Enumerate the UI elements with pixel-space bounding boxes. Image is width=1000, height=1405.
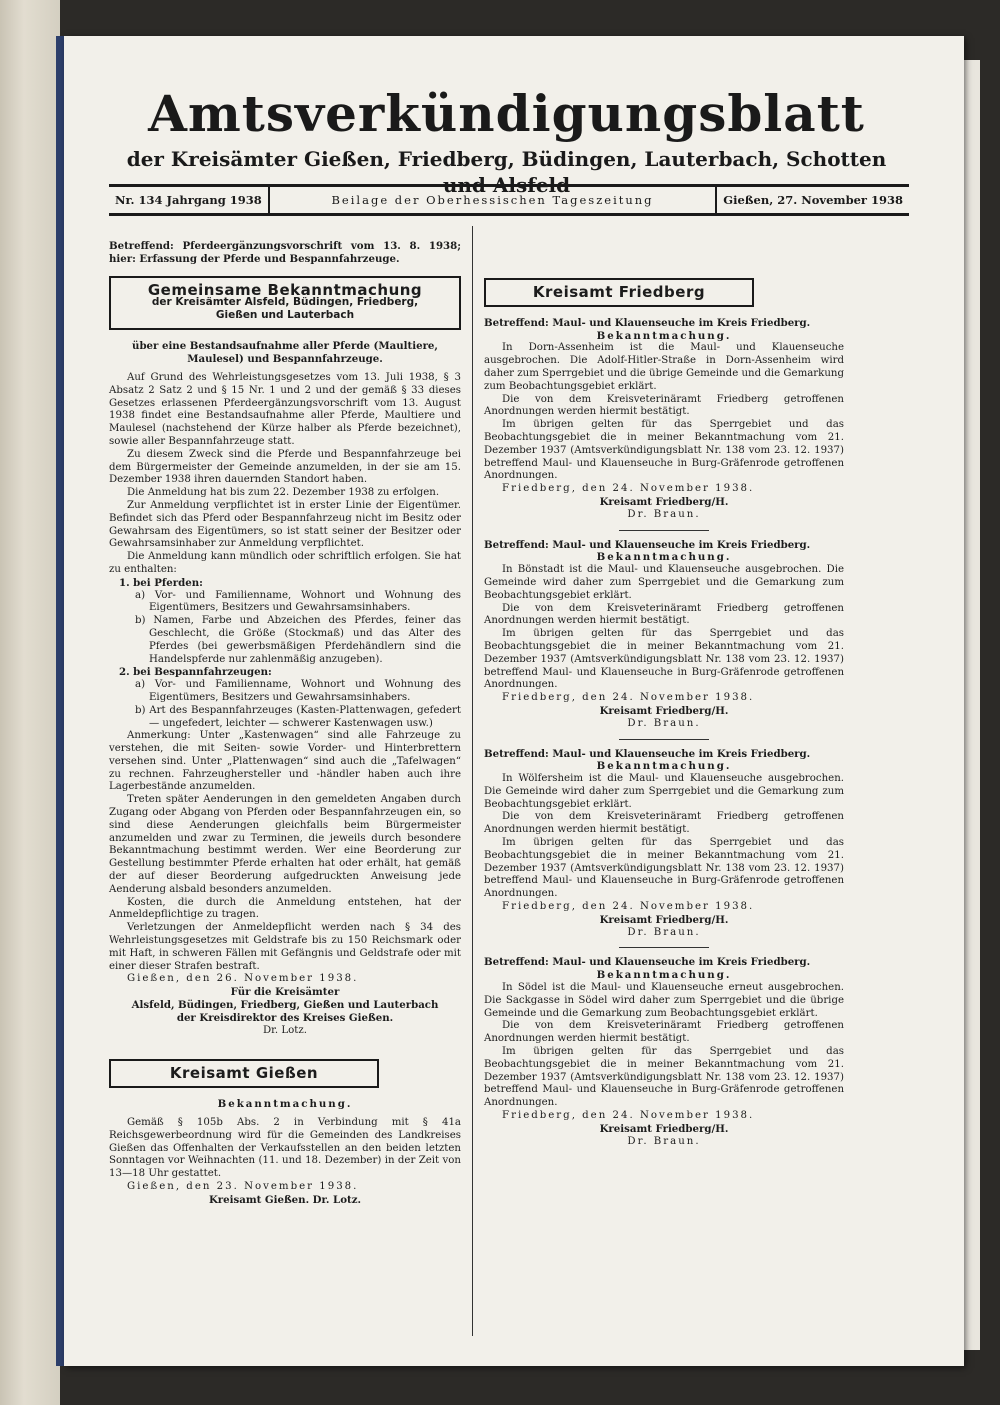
book-binding: [0, 0, 60, 1405]
paragraph: Die von dem Kreisveterinäramt Friedberg getroffenen Anordnungen werden hiermit bestätigt.: [484, 393, 844, 418]
paragraph: In Dorn-Assenheim ist die Maul- und Klauenseuche ausgebrochen. Die Adolf-Hitler-Straße in Dorn-Assenheim wird daher zum Sperrgebiet und die übrige Gemeinde und die Gemarkung zum Beobachtungsgebiet erklärt.: [484, 342, 844, 392]
paragraph: Die Anmeldung hat bis zum 22. Dezember 1938 zu erfolgen.: [127, 487, 440, 499]
notice-heading: Bekanntmachung.: [596, 969, 732, 982]
paragraph: In Bönstadt ist die Maul- und Klauenseuche ausgebrochen. Die Gemeinde wird daher zum Sperrgebiet und die Gemarkung zum Beobachtungsgebiet erklärt.: [484, 564, 844, 601]
notice: [484, 748, 844, 949]
notice-heading: Bekanntmachung.: [596, 329, 732, 342]
signature-name: Dr. Braun.: [627, 717, 701, 729]
paragraph: Gemäß § 105b Abs. 2 in Verbindung mit § 41a Reichsgewerbeordnung wird für die Gemeinden des Landkreises Gießen das Offenhalten der Verkaufsstellen an den beiden letzten Sonntagen vor Weihnachten (11. und 18. Dezember) in der Zeit von 13—18 Uhr gestattet.: [109, 1117, 461, 1180]
notice: [484, 317, 844, 531]
joint-notice-box: [109, 276, 461, 331]
list-item: a) Vor- und Familienname, Wohnort und Wohnung des Eigentümers, Besitzers und Gewahrsamsinhabers.: [135, 679, 461, 703]
notice-date: Friedberg, den 24. November 1938.: [502, 1110, 755, 1122]
column-divider: [472, 226, 473, 1336]
signature-line: Kreisamt Gießen. Dr. Lotz.: [208, 1193, 362, 1206]
signature-line: Kreisamt Friedberg/H.: [599, 913, 729, 926]
signature-name: Dr. Braun.: [627, 508, 701, 520]
signature-line: Für die Kreisämter: [230, 986, 340, 999]
paragraph: Im übrigen gelten für das Sperrgebiet und das Beobachtungsgebiet die in meiner Bekanntmachung vom 21. Dezember 1937 (Amtsverkündigungsblatt Nr. 138 vom 23. 12. 1937) betreffend Maul- und Klauenseuche in Burg-Gräfenrode getroffenen Anordnungen.: [484, 628, 844, 691]
masthead-title: Amtsverkündigungsblatt: [148, 84, 865, 143]
paragraph: Im übrigen gelten für das Sperrgebiet und das Beobachtungsgebiet die in meiner Bekanntmachung vom 21. Dezember 1937 (Amtsverkündigungsblatt Nr. 138 vom 23. 12. 1937) betreffend Maul- und Klauenseuche in Burg-Gräfenrode getroffenen Anordnungen.: [484, 1046, 844, 1109]
paragraph: In Wölfersheim ist die Maul- und Klauenseuche ausgebrochen. Die Gemeinde wird daher zum Sperrgebiet und die Gemarkung zum Beobachtungsgebiet erklärt.: [484, 773, 844, 810]
notice-date: Friedberg, den 24. November 1938.: [502, 483, 755, 495]
list-item: b) Art des Bespannfahrzeuges (Kasten-Plattenwagen, gefedert — ungefedert, leichter — schwerer Kastenwagen usw.): [135, 704, 461, 729]
issue-number: Nr. 134 Jahrgang 1938: [115, 193, 262, 207]
notice: [484, 539, 844, 740]
notice-heading: Bekanntmachung.: [596, 760, 732, 773]
box-title: Gemeinsame Bekanntmachung: [147, 280, 423, 299]
list-item: 1. bei Pferden:: [119, 576, 203, 589]
signature-line: Kreisamt Friedberg/H.: [599, 704, 729, 717]
newspaper-page: [64, 36, 964, 1366]
paragraph: Zur Anmeldung verpflichtet ist in erster Linie der Eigentümer. Befindet sich das Pferd oder Bespannfahrzeug nicht im Besitz oder Gewahrsam des Eigentümers, so ist statt seiner der Besitzer oder Gewahrsamsinhaber zur Anmeldung verpflichtet.: [109, 499, 461, 550]
betreff-line: Betreffend: Maul- und Klauenseuche im Kreis Friedberg.: [484, 956, 811, 969]
issue-date: Gießen, 27. November 1938: [723, 193, 903, 207]
signature-line: Kreisamt Friedberg/H.: [599, 1122, 729, 1135]
paragraph: Die von dem Kreisveterinäramt Friedberg getroffenen Anordnungen werden hiermit bestätigt.: [484, 811, 844, 836]
separator-rule: [619, 530, 709, 531]
signature-name: Dr. Braun.: [627, 926, 701, 938]
kreisamt-friedberg-box: [484, 278, 754, 307]
paragraph: Auf Grund des Wehrleistungsgesetzes vom 13. Juli 1938, § 3 Absatz 2 Satz 2 und § 15 Nr. 1 und 2 und der gemäß § 33 dieses Gesetzes erlassenen Pferdeergänzungsvorschrift vom 13. August 1938 findet eine Bestandsaufnahme aller Pferde, Maultiere und Maulesel (nachstehend der Kürze halber als Pferde bezeichnet), sowie aller Bespannfahrzeuge statt.: [109, 371, 461, 447]
kreisamt-giessen-box: [109, 1059, 379, 1088]
paragraph: Die von dem Kreisveterinäramt Friedberg getroffenen Anordnungen werden hiermit bestätigt.: [484, 1020, 844, 1045]
signature-name: Dr. Braun.: [627, 1135, 701, 1147]
notice-heading: Bekanntmachung.: [217, 1098, 353, 1111]
masthead-subtitle: der Kreisämter Gießen, Friedberg, Büdingen, Lauterbach, Schotten und Alsfeld: [126, 147, 887, 197]
paragraph: Die Anmeldung kann mündlich oder schriftlich erfolgen. Sie hat zu enthalten:: [109, 551, 461, 575]
paragraph: In Södel ist die Maul- und Klauenseuche erneut ausgebrochen. Die Sackgasse in Södel wird daher zum Sperrgebiet und die übrige Gemeinde und die Gemarkung zum Beobachtungsgebiet erklärt.: [484, 982, 844, 1019]
separator-rule: [619, 947, 709, 948]
list-item: b) Namen, Farbe und Abzeichen des Pferdes, feiner das Geschlecht, die Größe (Stockmaß) und das Alter des Pferdes (bei gewerbsmäßigen Pferdehändlern sind die Handelspferde nur zahlenmäßig anzugeben).: [135, 615, 461, 665]
paragraph: Im übrigen gelten für das Sperrgebiet und das Beobachtungsgebiet die in meiner Bekanntmachung vom 21. Dezember 1937 (Amtsverkündigungsblatt Nr. 138 vom 23. 12. 1937) betreffend Maul- und Klauenseuche in Burg-Gräfenrode getroffenen Anordnungen.: [484, 419, 844, 482]
signature-line: Alsfeld, Büdingen, Friedberg, Gießen und Lauterbach: [131, 999, 439, 1012]
notice: [484, 956, 844, 1148]
betreff-line: Betreffend: Maul- und Klauenseuche im Kreis Friedberg.: [484, 316, 811, 329]
signature-line: Kreisamt Friedberg/H.: [599, 495, 729, 508]
paragraph: Zu diesem Zweck sind die Pferde und Bespannfahrzeuge bei dem Bürgermeister der Gemeinde anzumelden, in der sie am 15. Dezember 1938 ihren dauernden Standort haben.: [109, 448, 461, 486]
betreff-line: Betreffend: Maul- und Klauenseuche im Kreis Friedberg.: [484, 747, 811, 760]
betreff-line: Betreffend: Pferdeergänzungsvorschrift vom 13. 8. 1938; hier: Erfassung der Pferde und Bespannfahrzeuge.: [109, 240, 461, 265]
issue-info-bar: [109, 184, 909, 216]
notice-heading: über eine Bestandsaufnahme aller Pferde (Maultiere, Maulesel) und Bespannfahrzeuge.: [132, 340, 438, 366]
list-item: 2. bei Bespannfahrzeugen:: [119, 666, 272, 679]
paragraph: Anmerkung: Unter „Kastenwagen“ sind alle Fahrzeuge zu verstehen, die mit Seiten- sowie Vorder- und Hinterbrettern versehen sind. Unter „Plattenwagen“ sind auch die „Tafelwagen“ zu rechnen. Fahrzeughersteller und -händler haben auch ihre Lagerbestände anzumelden.: [109, 730, 461, 793]
notice-date: Gießen, den 26. November 1938.: [127, 973, 359, 985]
paragraph: Verletzungen der Anmeldepflicht werden nach § 34 des Wehrleistungsgesetzes mit Geldstrafe bis zu 150 Reichsmark oder mit Haft, in schweren Fällen mit Gefängnis und Geldstrafe oder mit einer dieser Strafen bestraft.: [109, 922, 461, 972]
list-item: a) Vor- und Familienname, Wohnort und Wohnung des Eigentümers, Besitzers und Gewahrsamsinhabers.: [135, 589, 461, 614]
notice-date: Gießen, den 23. November 1938.: [127, 1181, 359, 1192]
supplement-label: Beilage der Oberhessischen Tageszeitung: [268, 187, 718, 213]
paragraph: Treten später Aenderungen in den gemeldeten Angaben durch Zugang oder Abgang von Pferden oder Bespannfahrzeugen ein, so sind diese Aenderungen gleichfalls beim Bürgermeister anzumelden und zwar zu Terminen, die jeweils durch besondere Bekanntmachung bestimmt werden. Wer eine Beorderung zur Gestellung bestimmter Pferde erhalten hat oder erhält, hat gemäß der auf dieser Beorderung aufgedruckten Anweisung jede Aenderung alsbald besonders anzumelden.: [109, 794, 461, 895]
paragraph: Im übrigen gelten für das Sperrgebiet und das Beobachtungsgebiet die in meiner Bekanntmachung vom 21. Dezember 1937 (Amtsverkündigungsblatt Nr. 138 vom 23. 12. 1937) betreffend Maul- und Klauenseuche in Burg-Gräfenrode getroffenen Anordnungen.: [484, 837, 844, 900]
right-column: [484, 240, 844, 1148]
notice-heading: Bekanntmachung.: [596, 551, 732, 564]
box-subtitle: der Kreisämter Alsfeld, Büdingen, Friedberg,: [151, 296, 419, 309]
box-title: Kreisamt Friedberg: [532, 283, 706, 301]
separator-rule: [619, 739, 709, 740]
left-column: [109, 240, 461, 1207]
paragraph: Kosten, die durch die Anmeldung entstehen, hat der Anmeldepflichtige zu tragen.: [109, 896, 461, 921]
box-subtitle: Gießen und Lauterbach: [215, 309, 355, 322]
betreff-line: Betreffend: Maul- und Klauenseuche im Kreis Friedberg.: [484, 538, 811, 551]
notice-date: Friedberg, den 24. November 1938.: [502, 901, 755, 913]
signature-line: der Kreisdirektor des Kreises Gießen.: [176, 1011, 394, 1024]
signature-name: Dr. Lotz.: [263, 1024, 307, 1036]
notice-date: Friedberg, den 24. November 1938.: [502, 692, 755, 704]
box-title: Kreisamt Gießen: [169, 1064, 319, 1083]
paragraph: Die von dem Kreisveterinäramt Friedberg getroffenen Anordnungen werden hiermit bestätigt.: [484, 602, 844, 627]
